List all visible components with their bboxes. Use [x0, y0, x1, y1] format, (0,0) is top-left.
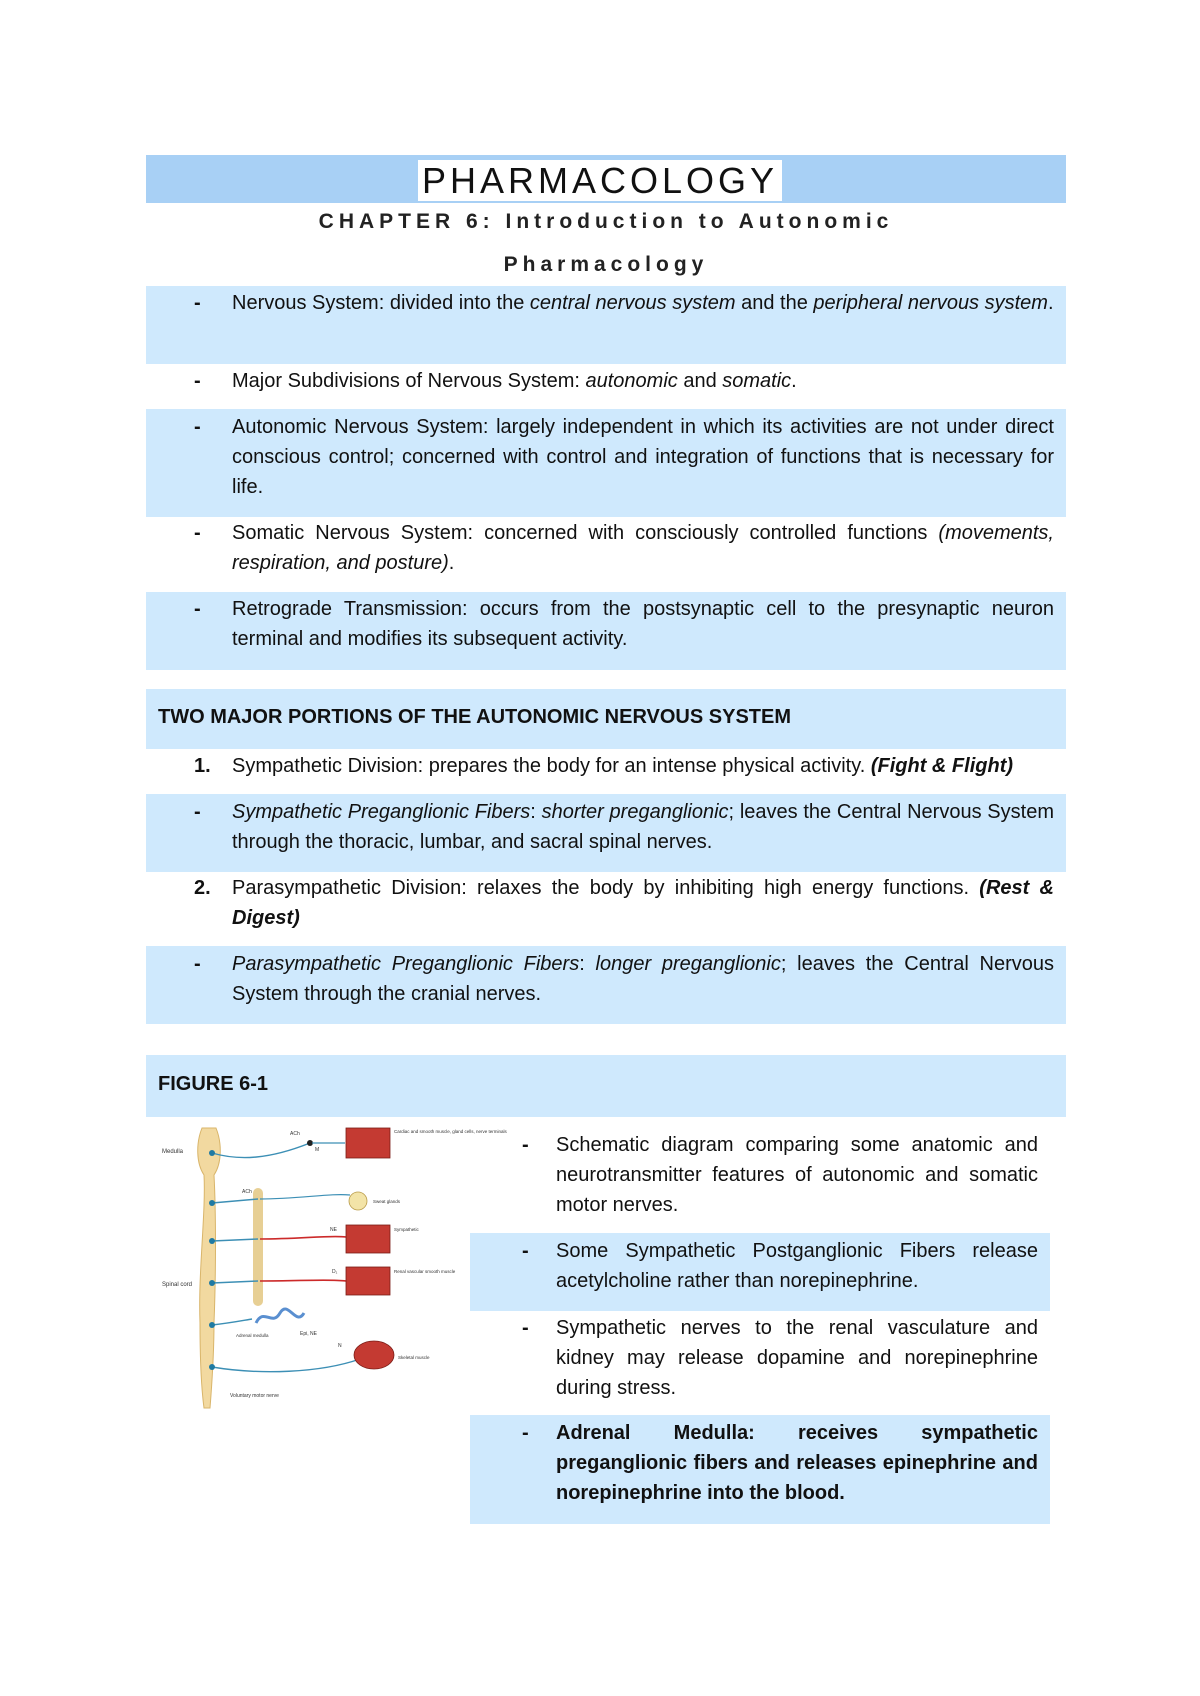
- item-text: Nervous System: divided into the central nervous system and the peripheral nervous system.: [232, 292, 1054, 314]
- note-text: Some Sympathetic Postganglionic Fibers release acetylcholine rather than norepinephrine.: [556, 1240, 1038, 1292]
- sympathetic-target-label: Sympathetic: [394, 1227, 419, 1232]
- list-item: [146, 594, 1066, 654]
- note-text: Schematic diagram comparing some anatomic and neurotransmitter features of autonomic and somatic motor nerves.: [556, 1134, 1038, 1216]
- ach-label: ACh: [290, 1131, 300, 1137]
- bullet-dash: -: [522, 1317, 529, 1339]
- figure-note: [470, 1236, 1050, 1296]
- dopaminergic-postganglionic: [260, 1280, 346, 1281]
- voluntary-nerve-label: Voluntary motor nerve: [230, 1393, 279, 1399]
- nerve-origin-dot: [209, 1200, 215, 1206]
- renal-muscle-block: [346, 1267, 390, 1295]
- figure-note: [470, 1418, 1050, 1508]
- adrenal-label: Adrenal medulla: [236, 1333, 269, 1338]
- smooth-muscle-block: [346, 1225, 390, 1253]
- somatic-target-label: Skeletal muscle: [398, 1355, 430, 1360]
- spinal-cord-shape: [198, 1128, 221, 1408]
- figure-note: [470, 1313, 1050, 1403]
- note-text: Adrenal Medulla: receives sympathetic preganglionic fibers and releases epinephrine and norepinephrine into the blood.: [556, 1422, 1038, 1504]
- somatic-motor-nerve: [212, 1359, 360, 1372]
- nerve-origin-dot: [209, 1280, 215, 1286]
- renal-target-label: Renal vascular smooth muscle: [394, 1269, 456, 1274]
- parasympathetic-nerve: [212, 1143, 310, 1158]
- document-title: PHARMACOLOGY: [0, 155, 1200, 203]
- sympathetic-preganglionic: [212, 1281, 258, 1283]
- section-heading: TWO MAJOR PORTIONS OF THE AUTONOMIC NERVOUS SYSTEM: [158, 706, 791, 728]
- item-text: Major Subdivisions of Nervous System: autonomic and somatic.: [232, 370, 797, 392]
- item-text: Somatic Nervous System: concerned with consciously controlled functions (movements, respiration, and posture).: [232, 522, 1054, 574]
- nerve-origin-dot: [209, 1150, 215, 1156]
- bullet-dash: -: [522, 1240, 529, 1262]
- ach-label-2: ACh: [242, 1189, 252, 1195]
- nerve-origin-dot: [209, 1238, 215, 1244]
- skeletal-muscle-shape: [354, 1341, 394, 1369]
- bullet-dash: -: [194, 522, 201, 544]
- bullet-dash: -: [194, 598, 201, 620]
- adrenergic-postganglionic: [260, 1236, 346, 1239]
- bullet-dash: -: [194, 953, 201, 975]
- spinal-cord-label: Spinal cord: [162, 1282, 193, 1288]
- cholinergic-postganglionic: [260, 1195, 350, 1199]
- sympathetic-preganglionic: [212, 1239, 258, 1241]
- numbered-item: [146, 873, 1066, 933]
- sweat-gland-label: Sweat glands: [373, 1199, 401, 1204]
- sweat-gland-shape: [349, 1192, 367, 1210]
- item-text: Retrograde Transmission: occurs from the postsynaptic cell to the presynaptic neuron terminal and modifies its subsequent activity.: [232, 598, 1054, 650]
- autonomic-nerves-diagram: [160, 1123, 507, 1413]
- chapter-heading-line2: Pharmacology: [503, 253, 709, 276]
- bullet-dash: -: [194, 801, 201, 823]
- figure-note: [470, 1130, 1050, 1220]
- sympathetic-preganglionic: [212, 1199, 258, 1203]
- item-text: Parasympathetic Division: relaxes the body by inhibiting high energy functions. (Rest & Digest): [232, 877, 1054, 929]
- figure-heading: FIGURE 6-1: [158, 1073, 269, 1095]
- numbered-item: [146, 751, 1066, 781]
- d1-label: D₁: [332, 1269, 338, 1275]
- bullet-dash: -: [522, 1422, 529, 1444]
- list-item: [146, 412, 1066, 502]
- nerve-origin-dot: [209, 1364, 215, 1370]
- list-item: [146, 288, 1066, 348]
- note-text: Sympathetic nerves to the renal vasculature and kidney may release dopamine and norepinephrine during stress.: [556, 1317, 1038, 1399]
- nerve-origin-dot: [209, 1322, 215, 1328]
- list-item: [146, 366, 1066, 396]
- parasympathetic-target-label: Cardiac and smooth muscle, gland cells, nerve terminals: [394, 1129, 507, 1134]
- list-number: 1.: [194, 755, 211, 777]
- ne-label: NE: [330, 1227, 337, 1233]
- list-number: 2.: [194, 877, 211, 899]
- list-item: [146, 949, 1066, 1009]
- bullet-dash: -: [522, 1134, 529, 1156]
- item-text: Sympathetic Preganglionic Fibers: shorter preganglionic; leaves the Central Nervous System through the thoracic, lumbar, and sacral spinal nerves.: [232, 801, 1054, 853]
- item-text: Sympathetic Division: prepares the body for an intense physical activity. (Fight & Flight): [232, 755, 1014, 777]
- n-label: N: [338, 1343, 342, 1349]
- bullet-dash: -: [194, 292, 201, 314]
- epi-ne-label: Epi, NE: [300, 1331, 317, 1337]
- list-item: [146, 518, 1066, 578]
- chapter-heading-line1: CHAPTER 6: Introduction to Autonomic: [318, 210, 894, 233]
- bullet-dash: -: [194, 416, 201, 438]
- adrenal-preganglionic: [212, 1319, 252, 1325]
- item-text: Autonomic Nervous System: largely independent in which its activities are not under direct conscious control; concerned with control and integration of functions that is necessary for life.: [232, 416, 1054, 498]
- m-label: M: [315, 1147, 320, 1153]
- adrenal-medulla-shape: [256, 1309, 304, 1323]
- item-text: Parasympathetic Preganglionic Fibers: longer preganglionic; leaves the Central Nervous System through the cranial nerves.: [232, 953, 1054, 1005]
- list-item: [146, 797, 1066, 857]
- bullet-dash: -: [194, 370, 201, 392]
- cardiac-muscle-block: [346, 1128, 390, 1158]
- medulla-label: Medulla: [162, 1149, 184, 1155]
